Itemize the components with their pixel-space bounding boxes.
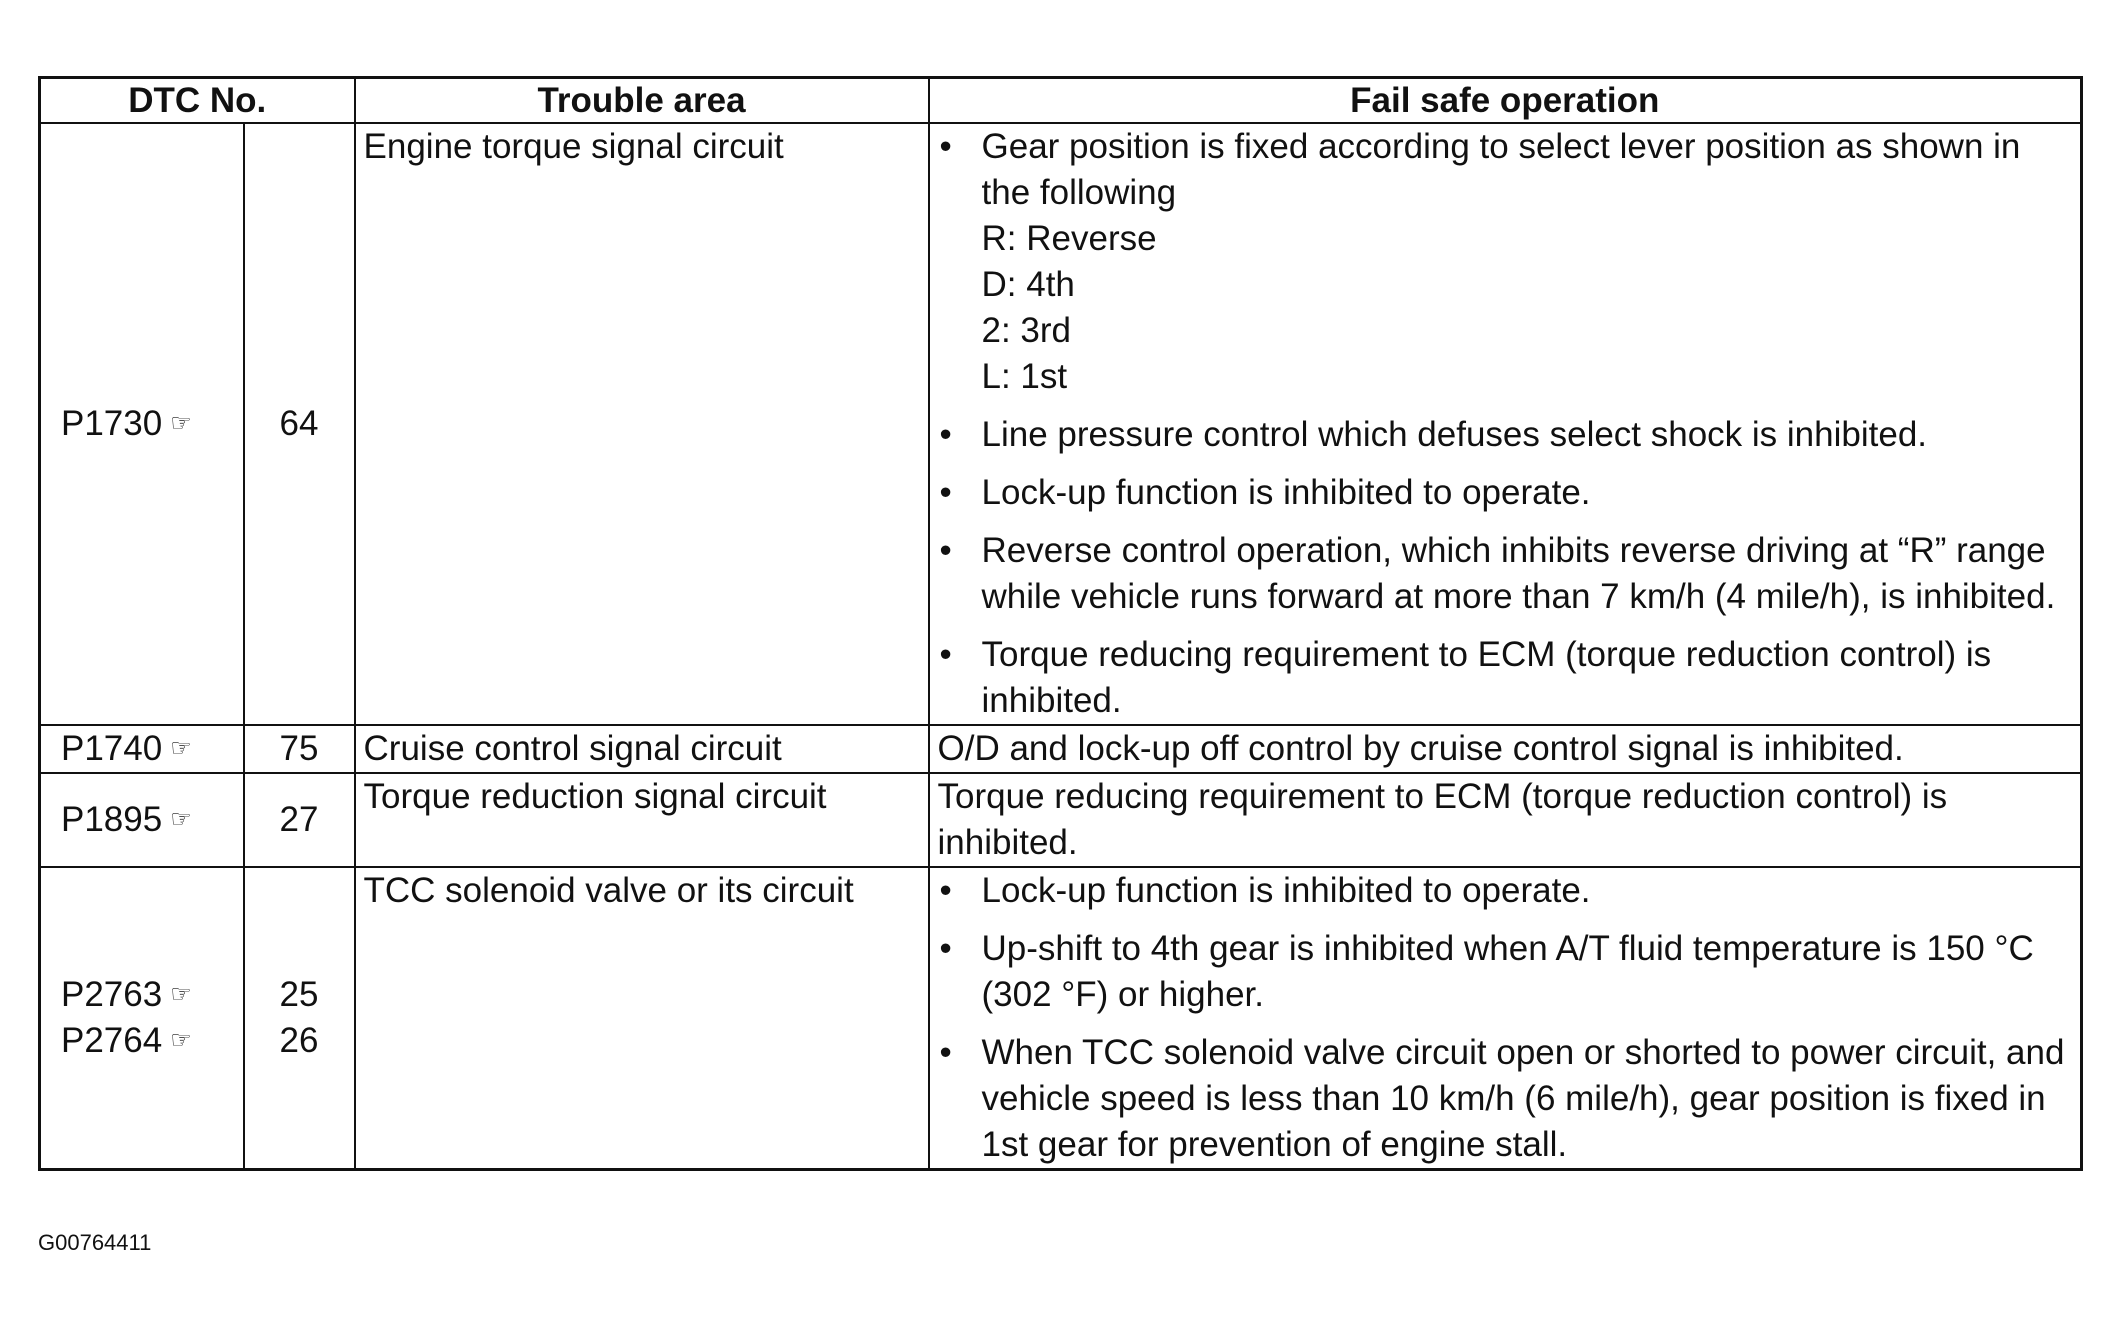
table-row [40, 867, 2082, 1170]
fail-safe-cell: Torque reducing requirement to ECM (torque reduction control) is inhibited. [929, 773, 2082, 867]
fail-safe-item: • Up-shift to 4th gear is inhibited when A/T fluid temperature is 150 °C (302 °F) or higher. [938, 926, 2075, 1018]
dtc-code-entry[interactable] [61, 972, 237, 1018]
pointing-hand-icon[interactable]: ☞ [170, 1027, 192, 1054]
trouble-area-cell: TCC solenoid valve or its circuit [355, 867, 929, 1170]
pointing-hand-icon[interactable]: ☞ [170, 981, 192, 1008]
fail-safe-item: • Lock-up function is inhibited to operate. [938, 868, 2075, 914]
dtc-number: 64 [279, 404, 319, 443]
fail-safe-cell [929, 867, 2082, 1170]
pointing-hand-icon[interactable]: ☞ [170, 806, 192, 833]
fail-safe-item: • Lock-up function is inhibited to operate. [938, 470, 2075, 516]
fail-safe-cell [929, 123, 2082, 725]
trouble-area-cell: Cruise control signal circuit [355, 725, 929, 773]
pointing-hand-icon[interactable]: ☞ [170, 735, 192, 762]
fail-safe-item: • When TCC solenoid valve circuit open or shorted to power circuit, and vehicle speed is less than 10 km/h (6 mile/h), gear position is fixed in 1st gear for prevention of engine stall. [938, 1030, 2075, 1168]
dtc-number-cell [244, 773, 355, 867]
dtc-code-cell [40, 867, 244, 1170]
table-row [40, 773, 2082, 867]
dtc-code-cell [40, 773, 244, 867]
fail-safe-list [938, 868, 2075, 1168]
gear-position-line: L: 1st [981, 357, 1068, 396]
dtc-number-cell [244, 867, 355, 1170]
figure-id: G00764411 [38, 1230, 152, 1255]
dtc-number: 75 [279, 729, 319, 768]
gear-position-line: D: 4th [981, 265, 1075, 304]
fail-safe-list [938, 124, 2075, 724]
dtc-code[interactable]: P1730 [61, 404, 163, 443]
dtc-code[interactable]: P2764 [61, 1021, 163, 1060]
dtc-number: 25 [279, 975, 319, 1014]
gear-position-line: 2: 3rd [981, 311, 1072, 350]
dtc-code-cell [40, 123, 244, 725]
header-trouble-area: Trouble area [355, 78, 929, 124]
dtc-number-cell [244, 123, 355, 725]
fail-safe-cell: O/D and lock-up off control by cruise control signal is inhibited. [929, 725, 2082, 773]
dtc-code-entry[interactable] [61, 401, 237, 447]
dtc-code-cell [40, 725, 244, 773]
dtc-number: 27 [279, 800, 319, 839]
trouble-area-cell: Engine torque signal circuit [355, 123, 929, 725]
header-fail-safe-operation: Fail safe operation [929, 78, 2082, 124]
table-row [40, 123, 2082, 725]
fail-safe-item [938, 124, 2075, 400]
pointing-hand-icon[interactable]: ☞ [170, 410, 192, 437]
dtc-code[interactable]: P2763 [61, 975, 163, 1014]
dtc-code[interactable]: P1895 [61, 800, 163, 839]
dtc-code[interactable]: P1740 [61, 729, 163, 768]
fail-safe-item: • Reverse control operation, which inhibits reverse driving at “R” range while vehicle runs forward at more than 7 km/h (4 mile/h), is inhibited. [938, 528, 2075, 620]
fail-safe-item-text: Gear position is fixed according to select lever position as shown in the following [981, 127, 2021, 212]
table-row [40, 725, 2082, 773]
dtc-number: 26 [279, 1021, 319, 1060]
dtc-code-entry[interactable] [61, 1018, 237, 1064]
dtc-code-entry[interactable] [61, 726, 237, 772]
fail-safe-item: • Torque reducing requirement to ECM (torque reduction control) is inhibited. [938, 632, 2075, 724]
dtc-fail-safe-table [38, 76, 2083, 1171]
dtc-number-cell [244, 725, 355, 773]
dtc-table-container [38, 76, 2080, 1171]
fail-safe-item: • Line pressure control which defuses select shock is inhibited. [938, 412, 2075, 458]
dtc-code-entry[interactable] [61, 797, 237, 843]
trouble-area-cell: Torque reduction signal circuit [355, 773, 929, 867]
table-header-row [40, 78, 2082, 124]
header-dtc-no: DTC No. [40, 78, 355, 124]
gear-position-line: R: Reverse [981, 219, 1157, 258]
